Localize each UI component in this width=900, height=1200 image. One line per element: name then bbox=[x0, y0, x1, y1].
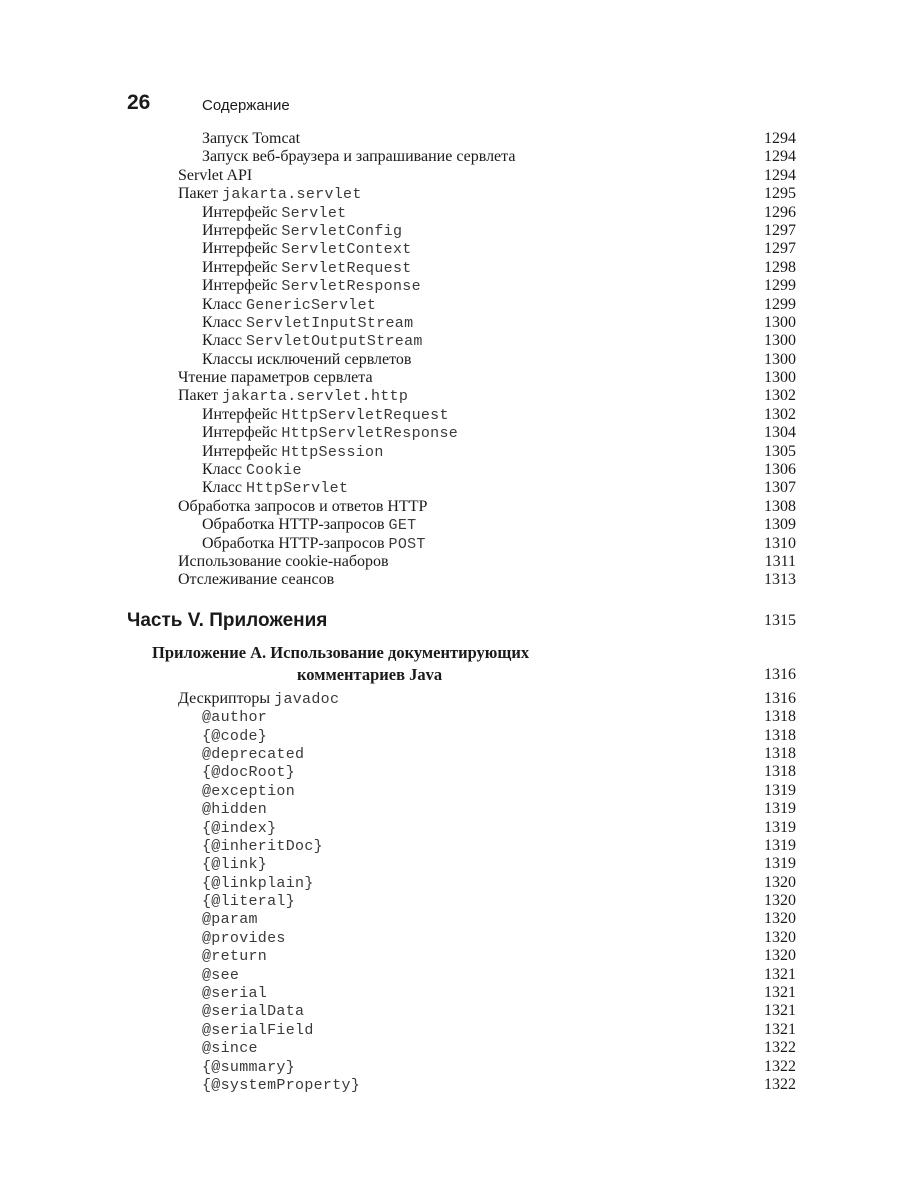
toc-section-javadoc bbox=[0, 690, 900, 1095]
toc-entry-label: Интерфейс bbox=[202, 405, 282, 423]
toc-entry-code: HttpSession bbox=[281, 443, 384, 461]
toc-entry-code: javadoc bbox=[274, 690, 340, 708]
toc-entry-code: @serial bbox=[202, 985, 268, 1003]
toc-entry[interactable] bbox=[0, 1021, 900, 1039]
toc-entry-title bbox=[202, 966, 239, 985]
toc-entry[interactable] bbox=[0, 690, 900, 708]
toc-entry-title bbox=[202, 763, 295, 782]
toc-entry-code: POST bbox=[388, 535, 426, 553]
toc-entry[interactable] bbox=[0, 947, 900, 965]
toc-entry-page-number: 1294 bbox=[764, 130, 796, 147]
toc-entry[interactable] bbox=[0, 708, 900, 726]
toc-entry[interactable] bbox=[0, 874, 900, 892]
toc-entry-label: Класс bbox=[202, 461, 246, 479]
toc-entry[interactable] bbox=[0, 351, 900, 369]
toc-entry-page-number: 1321 bbox=[764, 965, 796, 983]
toc-entry-code: ServletResponse bbox=[281, 278, 421, 296]
toc-entry-page-number: 1322 bbox=[764, 1057, 796, 1075]
toc-entry[interactable] bbox=[0, 516, 900, 534]
toc-entry-title bbox=[202, 314, 413, 333]
toc-entry-code: HttpServletRequest bbox=[281, 406, 449, 424]
toc-entry-page-number: 1309 bbox=[764, 516, 796, 534]
toc-entry-page-number: 1298 bbox=[764, 258, 796, 276]
toc-entry-page-number: 1311 bbox=[764, 552, 796, 570]
toc-entry-page-number: 1310 bbox=[764, 534, 796, 552]
toc-entry[interactable] bbox=[0, 1076, 900, 1094]
toc-entry[interactable] bbox=[0, 745, 900, 763]
toc-entry[interactable] bbox=[0, 314, 900, 332]
toc-entry[interactable] bbox=[0, 782, 900, 800]
toc-entry-label: Дескрипторы bbox=[178, 689, 275, 707]
toc-entry-page-number: 1320 bbox=[764, 910, 796, 928]
toc-entry-page-number: 1321 bbox=[764, 1002, 796, 1020]
toc-entry-page-number: 1300 bbox=[764, 350, 796, 368]
toc-entry-label: Класс bbox=[202, 332, 246, 350]
toc-entry[interactable] bbox=[0, 277, 900, 295]
toc-entry-label: Класс bbox=[202, 313, 246, 331]
toc-entry-label: Запуск веб-браузера и запрашивание сервлета bbox=[202, 148, 516, 166]
toc-entry-page-number: 1313 bbox=[764, 571, 796, 589]
part-heading[interactable] bbox=[0, 610, 900, 632]
toc-entry-page-number: 1320 bbox=[764, 892, 796, 910]
toc-entry-code: @exception bbox=[202, 782, 296, 800]
toc-entry-page-number: 1306 bbox=[764, 461, 796, 479]
toc-entry-label: Классы исключений сервлетов bbox=[202, 350, 412, 368]
toc-entry[interactable] bbox=[0, 185, 900, 203]
toc-entry-label: Servlet API bbox=[178, 166, 253, 184]
toc-entry-code: Servlet bbox=[281, 204, 347, 222]
toc-entry-label: Класс bbox=[202, 295, 246, 313]
toc-entry-code: ServletInputStream bbox=[245, 314, 414, 332]
toc-entry[interactable] bbox=[0, 837, 900, 855]
table-of-contents bbox=[0, 130, 900, 1094]
toc-entry-title bbox=[202, 910, 258, 929]
toc-entry[interactable] bbox=[0, 535, 900, 553]
toc-entry-label: Интерфейс bbox=[202, 277, 282, 295]
toc-entry-code: {@literal} bbox=[202, 893, 296, 911]
toc-entry-page-number: 1321 bbox=[764, 1020, 796, 1038]
toc-entry-title bbox=[202, 259, 412, 278]
toc-entry[interactable] bbox=[0, 387, 900, 405]
toc-entry-code: @since bbox=[202, 1040, 258, 1058]
toc-entry-title bbox=[202, 782, 295, 801]
toc-entry[interactable] bbox=[0, 498, 900, 516]
toc-entry[interactable] bbox=[0, 800, 900, 818]
toc-entry-code: @see bbox=[202, 966, 240, 984]
toc-entry-code: @author bbox=[202, 709, 268, 727]
toc-entry[interactable] bbox=[0, 571, 900, 589]
toc-entry-code: {@docRoot} bbox=[202, 764, 296, 782]
toc-entry-title bbox=[202, 406, 449, 425]
toc-entry-code: {@link} bbox=[202, 856, 268, 874]
toc-entry[interactable] bbox=[0, 1058, 900, 1076]
toc-entry-label: Отслеживание сеансов bbox=[178, 571, 335, 589]
toc-entry-page-number: 1308 bbox=[764, 497, 796, 515]
toc-entry-label: Интерфейс bbox=[202, 424, 282, 442]
toc-section-servlets bbox=[0, 130, 900, 590]
toc-entry-page-number: 1307 bbox=[764, 479, 796, 497]
toc-entry-code: @deprecated bbox=[202, 745, 305, 763]
toc-entry-title bbox=[202, 1076, 360, 1095]
toc-entry-page-number: 1300 bbox=[764, 369, 796, 387]
toc-entry-code: {@inheritDoc} bbox=[202, 837, 323, 855]
toc-entry-code: GenericServlet bbox=[245, 296, 377, 314]
toc-entry-title bbox=[202, 332, 423, 351]
toc-entry-page-number: 1302 bbox=[764, 387, 796, 405]
toc-entry-page-number: 1322 bbox=[764, 1075, 796, 1093]
toc-entry-page-number: 1300 bbox=[764, 313, 796, 331]
toc-entry-code: ServletOutputStream bbox=[245, 333, 423, 351]
toc-entry-label: Обработка HTTP-запросов bbox=[202, 516, 389, 534]
toc-entry-page-number: 1319 bbox=[764, 800, 796, 818]
toc-entry-code: HttpServletResponse bbox=[281, 425, 459, 443]
toc-entry-title bbox=[202, 874, 314, 893]
toc-entry-title bbox=[202, 947, 267, 966]
toc-entry[interactable] bbox=[0, 553, 900, 571]
toc-entry-title bbox=[202, 351, 411, 370]
toc-entry-code: @serialData bbox=[202, 1003, 305, 1021]
toc-entry-code: @serialField bbox=[202, 1021, 314, 1039]
toc-entry-title bbox=[202, 1002, 304, 1021]
toc-entry-page-number: 1320 bbox=[764, 873, 796, 891]
toc-entry-title bbox=[202, 1058, 295, 1077]
toc-entry-page-number: 1319 bbox=[764, 836, 796, 854]
toc-entry-page-number: 1296 bbox=[764, 203, 796, 221]
toc-entry-label: Интерфейс bbox=[202, 258, 282, 276]
toc-entry-title bbox=[202, 130, 300, 149]
toc-entry-label: Пакет bbox=[178, 387, 223, 405]
toc-entry-label: Обработка HTTP-запросов bbox=[202, 534, 389, 552]
running-title: Содержание bbox=[202, 97, 290, 114]
toc-entry-title bbox=[202, 148, 515, 167]
toc-entry[interactable] bbox=[0, 167, 900, 185]
toc-entry-page-number: 1299 bbox=[764, 277, 796, 295]
toc-entry-code: {@linkplain} bbox=[202, 874, 314, 892]
toc-entry-code: jakarta.servlet bbox=[222, 186, 362, 204]
part-title: Часть V. Приложения bbox=[127, 609, 328, 631]
toc-entry-title bbox=[202, 1039, 258, 1058]
toc-entry[interactable] bbox=[0, 332, 900, 350]
toc-entry-title bbox=[202, 443, 384, 462]
toc-entry[interactable] bbox=[0, 892, 900, 910]
toc-entry-code: Cookie bbox=[245, 462, 302, 480]
toc-entry-title bbox=[178, 553, 389, 572]
toc-entry-page-number: 1294 bbox=[764, 148, 796, 166]
toc-entry-label: Обработка запросов и ответов HTTP bbox=[178, 497, 428, 515]
toc-entry-page-number: 1318 bbox=[764, 708, 796, 726]
toc-entry-label: Интерфейс bbox=[202, 221, 282, 239]
appendix-title-line1: Приложение А. Использование документирующих bbox=[152, 642, 530, 662]
toc-entry-label: Интерфейс bbox=[202, 203, 282, 221]
toc-entry-page-number: 1319 bbox=[764, 818, 796, 836]
toc-entry-code: {@index} bbox=[202, 819, 277, 837]
toc-entry-title bbox=[202, 461, 302, 480]
toc-entry-label: Пакет bbox=[178, 185, 223, 203]
toc-entry-page-number: 1302 bbox=[764, 405, 796, 423]
appendix-page-number: 1316 bbox=[764, 665, 796, 683]
toc-entry-title bbox=[202, 819, 276, 838]
toc-entry-title bbox=[202, 708, 267, 727]
toc-entry-code: @hidden bbox=[202, 801, 268, 819]
toc-entry-title bbox=[178, 369, 373, 388]
toc-entry-code: jakarta.servlet.http bbox=[222, 388, 409, 406]
toc-entry[interactable] bbox=[0, 855, 900, 873]
toc-entry[interactable] bbox=[0, 910, 900, 928]
toc-entry-title bbox=[202, 837, 323, 856]
toc-entry-title bbox=[202, 984, 267, 1003]
toc-entry[interactable] bbox=[0, 424, 900, 442]
toc-entry-title bbox=[202, 1021, 314, 1040]
toc-entry-page-number: 1322 bbox=[764, 1039, 796, 1057]
toc-entry-code: ServletConfig bbox=[281, 222, 403, 240]
toc-entry-page-number: 1294 bbox=[764, 166, 796, 184]
toc-entry[interactable] bbox=[0, 984, 900, 1002]
toc-entry[interactable] bbox=[0, 443, 900, 461]
toc-entry-page-number: 1300 bbox=[764, 332, 796, 350]
toc-entry-title bbox=[178, 167, 252, 186]
toc-entry[interactable] bbox=[0, 1002, 900, 1020]
toc-entry-code: HttpServlet bbox=[245, 480, 349, 498]
toc-entry-title bbox=[202, 204, 346, 223]
toc-entry-title bbox=[178, 571, 334, 590]
toc-entry-page-number: 1305 bbox=[764, 442, 796, 460]
toc-entry-title bbox=[202, 892, 295, 911]
toc-entry-code: @return bbox=[202, 948, 268, 966]
toc-entry-page-number: 1320 bbox=[764, 947, 796, 965]
toc-entry-code: {@systemProperty} bbox=[202, 1076, 361, 1094]
toc-entry[interactable] bbox=[0, 369, 900, 387]
toc-entry-page-number: 1318 bbox=[764, 726, 796, 744]
toc-entry[interactable] bbox=[0, 406, 900, 424]
toc-entry-title bbox=[202, 516, 416, 535]
toc-entry-title bbox=[178, 498, 427, 517]
part-page-number: 1315 bbox=[764, 611, 796, 629]
toc-entry-label: Интерфейс bbox=[202, 240, 282, 258]
toc-entry-page-number: 1321 bbox=[764, 984, 796, 1002]
toc-entry-code: {@code} bbox=[202, 727, 268, 745]
toc-entry-label: Класс bbox=[202, 479, 246, 497]
toc-entry-page-number: 1297 bbox=[764, 221, 796, 239]
toc-entry-page-number: 1319 bbox=[764, 781, 796, 799]
toc-entry-title bbox=[202, 929, 286, 948]
toc-entry[interactable] bbox=[0, 204, 900, 222]
toc-entry-label: Использование cookie-наборов bbox=[178, 552, 389, 570]
toc-entry[interactable] bbox=[0, 1039, 900, 1057]
toc-entry-code: ServletRequest bbox=[281, 259, 412, 277]
toc-entry-code: @param bbox=[202, 911, 258, 929]
toc-entry-title bbox=[202, 277, 421, 296]
toc-entry-label: Интерфейс bbox=[202, 442, 282, 460]
toc-entry[interactable] bbox=[0, 966, 900, 984]
toc-entry-page-number: 1299 bbox=[764, 295, 796, 313]
toc-entry-title bbox=[178, 185, 362, 204]
toc-entry-page-number: 1295 bbox=[764, 185, 796, 203]
toc-entry-page-number: 1297 bbox=[764, 240, 796, 258]
toc-entry-page-number: 1318 bbox=[764, 744, 796, 762]
toc-entry-title bbox=[202, 535, 426, 554]
toc-entry[interactable] bbox=[0, 461, 900, 479]
toc-entry-title bbox=[178, 690, 339, 709]
toc-entry-label: Запуск Tomcat bbox=[202, 130, 301, 147]
toc-entry-page-number: 1319 bbox=[764, 855, 796, 873]
toc-entry[interactable] bbox=[0, 130, 900, 148]
toc-entry[interactable] bbox=[0, 222, 900, 240]
toc-entry-code: GET bbox=[388, 517, 417, 535]
page-number: 26 bbox=[127, 91, 151, 114]
toc-entry[interactable] bbox=[0, 479, 900, 497]
toc-entry-title bbox=[202, 240, 412, 259]
toc-entry[interactable] bbox=[0, 763, 900, 781]
toc-entry[interactable] bbox=[0, 929, 900, 947]
toc-entry[interactable] bbox=[0, 259, 900, 277]
toc-entry[interactable] bbox=[0, 148, 900, 166]
toc-entry-code: {@summary} bbox=[202, 1058, 296, 1076]
toc-entry-page-number: 1304 bbox=[764, 424, 796, 442]
toc-entry-title bbox=[202, 727, 267, 746]
toc-entry-title bbox=[202, 800, 267, 819]
toc-entry[interactable] bbox=[0, 240, 900, 258]
appendix-title-line2: комментариев Java bbox=[297, 664, 443, 684]
toc-entry-page-number: 1320 bbox=[764, 928, 796, 946]
toc-entry[interactable] bbox=[0, 727, 900, 745]
toc-entry-label: Чтение параметров сервлета bbox=[178, 369, 373, 387]
toc-entry-code: @provides bbox=[202, 929, 286, 947]
toc-entry-title bbox=[202, 479, 348, 498]
toc-entry-code: ServletContext bbox=[281, 241, 412, 259]
appendix-heading[interactable] bbox=[0, 642, 900, 686]
toc-entry-title bbox=[202, 296, 376, 315]
toc-entry[interactable] bbox=[0, 819, 900, 837]
toc-entry-title bbox=[178, 387, 408, 406]
toc-entry[interactable] bbox=[0, 296, 900, 314]
toc-entry-page-number: 1316 bbox=[764, 689, 796, 707]
toc-entry-title bbox=[202, 222, 402, 241]
toc-entry-title bbox=[202, 424, 458, 443]
toc-entry-page-number: 1318 bbox=[764, 763, 796, 781]
toc-entry-title bbox=[202, 855, 267, 874]
toc-entry-title bbox=[202, 745, 304, 764]
